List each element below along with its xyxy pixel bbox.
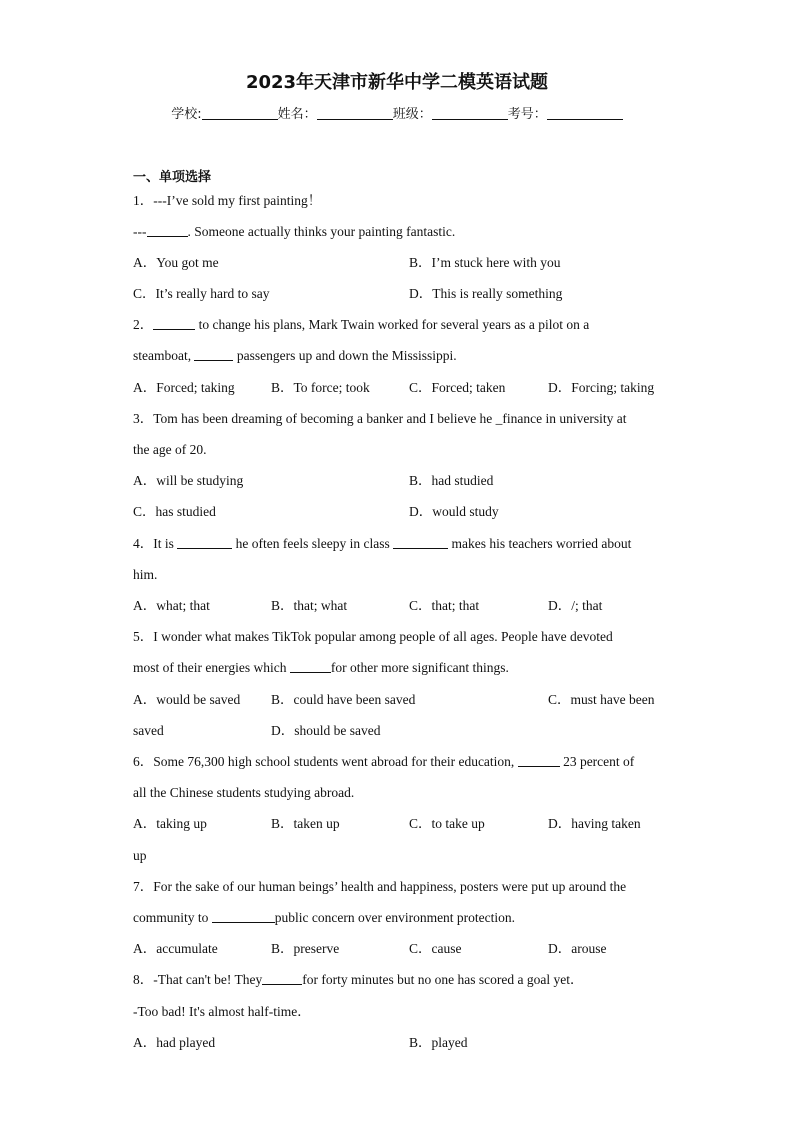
question-7-stem: 7．For the sake of our human beings’ health and happiness, posters were put up around the [133,879,627,894]
answer-blank [147,224,188,237]
option-b[interactable]: B．played [409,1035,468,1050]
option-c[interactable]: C．to take up [409,816,485,831]
question-8-stem [133,971,583,989]
question-8-stem-line2: -Too bad! It's almost half-time． [133,1004,311,1019]
exam-no-label: 考号： [507,107,547,122]
question-3-stem: 3．Tom has been dreaming of becoming a banker and I believe he _finance in university at [133,411,627,426]
option-d[interactable]: D．/; that [548,598,603,613]
question-4-stem [133,535,631,553]
question-1-stem: 1．---I’ve sold my first painting！ [133,193,322,208]
stem-text: 23 percent of [559,754,635,769]
question-5-stem: 5．I wonder what makes TikTok popular among people of all ages. People have devoted [133,629,613,644]
answer-blank [212,910,275,923]
option-c[interactable]: C．It’s really hard to say [133,286,270,301]
option-c[interactable]: C．has studied [133,504,216,519]
option-d[interactable]: D．should be saved [271,723,381,738]
name-label: 姓名： [277,107,317,122]
option-a[interactable]: A．Forced; taking [133,380,235,395]
stem-text: for other more significant things. [330,660,509,675]
student-info-line [0,103,794,122]
question-number: 2． [133,317,154,332]
answer-blank [177,536,232,549]
stem-text: steamboat, [133,348,195,363]
page-title: 2023年天津市新华中学二模英语试题 [245,72,549,93]
question-4-stem-line2: him. [133,567,158,582]
option-a[interactable]: A．what; that [133,598,210,613]
option-b[interactable]: B．could have been saved [271,692,416,707]
option-d[interactable]: D．Forcing; taking [548,380,655,395]
option-a[interactable]: A．had played [133,1035,216,1050]
question-3-stem-line2: the age of 20. [133,442,207,457]
stem-text: 8．-That can't be! They [133,972,263,987]
exam-no-blank[interactable] [547,107,623,120]
name-blank[interactable] [317,107,393,120]
option-b[interactable]: B．had studied [409,473,494,488]
option-c[interactable]: C．that; that [409,598,480,613]
stem-text: 4．It is [133,536,178,551]
class-label: 班级： [392,107,432,122]
stem-text: passengers up and down the Mississippi. [233,348,457,363]
stem-text: public concern over environment protection. [274,910,516,925]
stem-text: 6．Some 76,300 high school students went abroad for their education, [133,754,518,769]
stem-text: to change his plans, Mark Twain worked for several years as a pilot on a [195,317,590,332]
option-a[interactable]: A．accumulate [133,941,218,956]
stem-text: most of their energies which [133,660,290,675]
option-a[interactable]: A．will be studying [133,473,244,488]
option-b[interactable]: B．I’m stuck here with you [409,255,561,270]
stem-text: community to [133,910,212,925]
question-6-stem [133,753,634,771]
stem-text: makes his teachers worried about [448,536,632,551]
answer-blank [194,348,233,361]
option-a[interactable]: A．You got me [133,255,219,270]
question-5-stem-line2 [133,659,509,677]
option-d-continued[interactable]: up [133,848,147,863]
option-c[interactable]: C．Forced; taken [409,380,506,395]
answer-blank [153,317,195,330]
question-2-stem [133,316,589,334]
question-6-stem-line2: all the Chinese students studying abroad. [133,785,355,800]
answer-blank [518,754,560,767]
question-7-stem-line2 [133,909,515,927]
option-d[interactable]: D．having taken [548,816,641,831]
stem-text: . Someone actually thinks your painting fantastic. [187,224,456,239]
school-label: 学校: [171,107,202,122]
answer-blank [290,660,331,673]
section-title: 一、单项选择 [133,170,212,185]
class-blank[interactable] [432,107,508,120]
dialog-prefix: --- [133,224,147,239]
question-2-stem-line2 [133,347,457,365]
answer-blank [393,536,448,549]
option-c-continued[interactable]: saved [133,723,164,738]
option-b[interactable]: B．preserve [271,941,340,956]
option-b[interactable]: B．taken up [271,816,340,831]
answer-blank [262,972,302,985]
option-d[interactable]: D．would study [409,504,499,519]
option-c[interactable]: C．must have been [548,692,655,707]
option-d[interactable]: D．arouse [548,941,607,956]
option-d[interactable]: D．This is really something [409,286,563,301]
option-a[interactable]: A．would be saved [133,692,241,707]
stem-text: for forty minutes but no one has scored a goal yet． [302,972,584,987]
option-a[interactable]: A．taking up [133,816,207,831]
option-c[interactable]: C．cause [409,941,462,956]
option-b[interactable]: B．To force; took [271,380,370,395]
question-1-stem-line2 [133,223,455,241]
stem-text: he often feels sleepy in class [232,536,394,551]
option-b[interactable]: B．that; what [271,598,348,613]
school-blank[interactable] [202,107,278,120]
